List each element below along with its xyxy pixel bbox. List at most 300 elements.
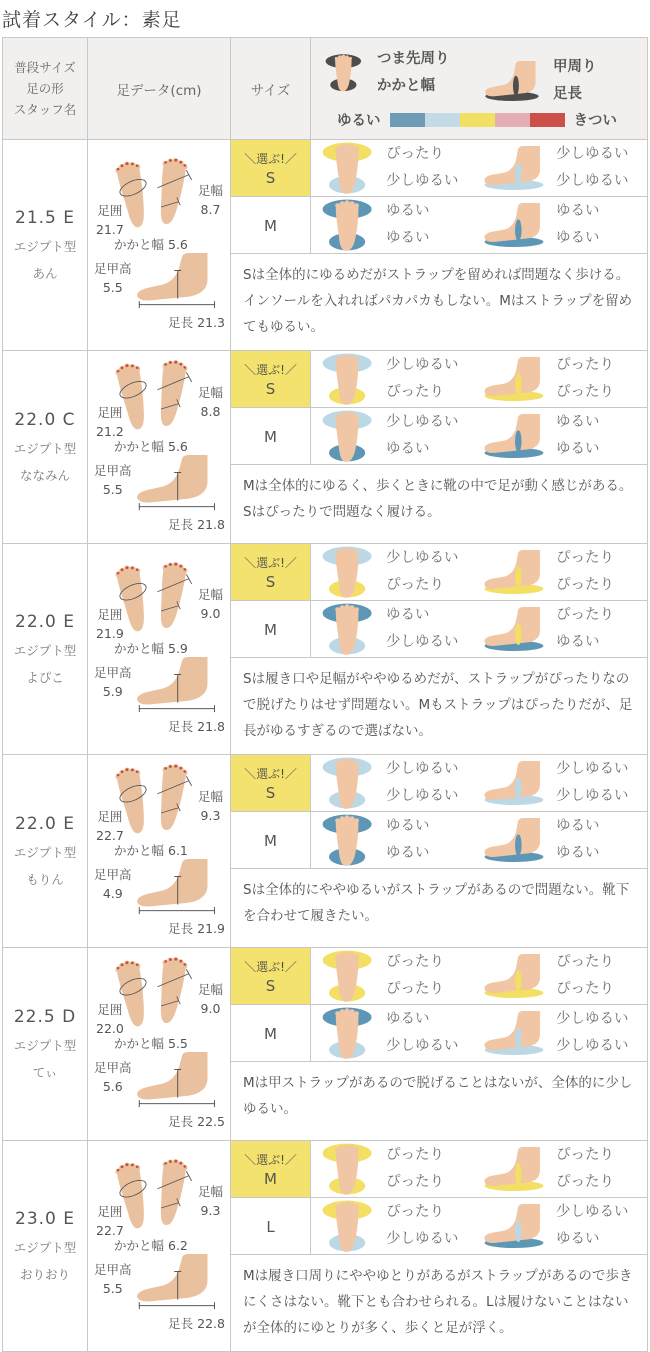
foot-length-label: 足長 — [168, 517, 194, 532]
staff-name: よぴこ — [26, 670, 64, 685]
foot-length-measure — [168, 1314, 225, 1333]
fit-detail-cell — [311, 408, 647, 464]
header-size-column: サイズ — [231, 38, 311, 139]
heel-fit-label: 少しゆるい — [386, 788, 459, 804]
staff-cell — [3, 1141, 88, 1351]
staff-name: てぃ — [32, 1065, 58, 1080]
toe-fit-label: ゆるい — [386, 203, 430, 219]
scale-tight-label: きつい — [573, 113, 617, 129]
foot-width-measure — [198, 980, 223, 1018]
foot-length-measure — [168, 313, 225, 332]
foot-width-measure — [198, 181, 223, 219]
size-option-row — [231, 948, 647, 1005]
fit-detail-cell — [311, 140, 647, 196]
table-row — [3, 140, 647, 351]
size-letter: M — [264, 832, 277, 850]
foot-data-cell — [88, 140, 231, 350]
length-fit-label: ゆるい — [556, 230, 600, 246]
heel-width-label: かかと幅 — [114, 1036, 165, 1051]
staff-usual-size: 22.0 E — [15, 814, 75, 834]
fit-comment: Sは履き口や足幅がややゆるめだが、ストラップがぴったりなので脱げたりはせず問題ない。Mもストラップはぴったりだが、足長がゆるすぎるので選ばない。 — [243, 671, 633, 739]
instep-height-label: 足甲高 — [94, 1262, 132, 1277]
size-letter: M — [264, 1169, 277, 1188]
foot-length-label: 足長 — [168, 921, 194, 936]
foot-top-fit-icon — [319, 603, 377, 656]
foot-side-photo — [126, 253, 226, 309]
toe-fit-label: ゆるい — [386, 1011, 430, 1027]
instep-height-measure — [94, 865, 132, 903]
foot-top-fit-icon — [319, 142, 377, 195]
foot-width-value: 9.0 — [200, 606, 221, 621]
fit-comment: Sは全体的にゆるめだがストラップを留めれば問題なく歩ける。インソールを入れればパカパカもしない。Mはストラップを留めてもゆるい。 — [243, 267, 633, 335]
length-fit-label: 少しゆるい — [556, 173, 629, 189]
foot-width-measure — [198, 383, 223, 421]
table-row — [3, 948, 647, 1141]
scale-segment — [425, 113, 460, 127]
instep-fit-label: ゆるい — [556, 818, 600, 834]
foot-side-fit-icon — [482, 549, 546, 595]
heel-fit-label: 少しゆるい — [386, 1038, 459, 1054]
table-header — [3, 38, 647, 140]
instep-height-label: 足甲高 — [94, 867, 132, 882]
heel-width-label: かかと幅 — [114, 843, 165, 858]
foot-length-measure — [168, 515, 225, 534]
staff-foot-shape: エジプト型 — [13, 1038, 77, 1053]
choose-badge: ＼選ぶ!／ — [244, 362, 297, 377]
fit-detail-cell — [311, 197, 647, 253]
foot-width-measure — [198, 585, 223, 623]
foot-width-measure — [198, 1182, 223, 1220]
length-fit-label: ゆるい — [556, 845, 600, 861]
heel-fit-label: ぴったり — [386, 384, 444, 400]
heel-fit-label: ゆるい — [386, 441, 430, 457]
staff-cell — [3, 544, 88, 754]
foot-girth-value: 22.0 — [96, 1021, 124, 1036]
size-letter: M — [264, 1025, 277, 1043]
instep-height-label: 足甲高 — [94, 1060, 132, 1075]
scale-segment — [460, 113, 495, 127]
foot-top-fit-icon — [319, 1200, 377, 1253]
fit-result-area — [231, 948, 647, 1140]
foot-girth-measure — [96, 403, 124, 441]
size-cell — [231, 197, 311, 253]
legend-heel-label: かかと幅 — [377, 78, 435, 94]
table-row — [3, 755, 647, 948]
size-cell — [231, 1005, 311, 1061]
instep-height-value: 5.5 — [102, 1281, 123, 1296]
heel-width-value: 5.5 — [168, 1036, 188, 1051]
foot-width-label: 足幅 — [197, 183, 223, 198]
size-option-row — [231, 1141, 647, 1198]
foot-data-cell — [88, 1141, 231, 1351]
foot-width-value: 8.8 — [200, 404, 221, 419]
feet-top-photo — [112, 151, 196, 235]
foot-side-fit-icon — [482, 145, 546, 191]
heel-fit-label: ぴったり — [386, 577, 444, 593]
fit-detail-cell — [311, 351, 647, 407]
size-letter: S — [265, 168, 276, 187]
foot-girth-measure — [96, 1000, 124, 1038]
foot-side-fit-icon — [482, 817, 546, 863]
page-title: 試着スタイル：素足 — [2, 9, 182, 31]
choose-badge: ＼選ぶ!／ — [244, 555, 297, 570]
heel-width-value: 5.9 — [168, 641, 188, 656]
toe-fit-label: ゆるい — [386, 607, 430, 623]
instep-height-value: 5.5 — [102, 280, 123, 295]
foot-width-measure — [198, 787, 223, 825]
foot-side-fit-icon — [482, 606, 546, 652]
fit-result-area — [231, 140, 647, 350]
legend-toe-label: つま先周り — [377, 51, 450, 67]
instep-fit-label: 少しゆるい — [556, 146, 629, 162]
foot-side-fit-icon — [482, 1010, 546, 1056]
header-staff-line: 足の形 — [26, 81, 64, 96]
fit-detail-cell — [311, 1198, 647, 1254]
staff-foot-shape: エジプト型 — [13, 1240, 77, 1255]
foot-length-measure — [168, 919, 225, 938]
foot-length-label: 足長 — [168, 1114, 194, 1129]
feet-top-photo — [112, 1152, 196, 1236]
instep-fit-label: ぴったり — [556, 1147, 614, 1163]
foot-girth-label: 足囲 — [97, 1204, 123, 1219]
choose-badge: ＼選ぶ!／ — [244, 1152, 297, 1167]
heel-width-measure — [114, 1236, 188, 1255]
instep-fit-label: ぴったり — [556, 607, 614, 623]
size-option-row — [231, 1005, 647, 1062]
legend-length-label: 足長 — [553, 86, 582, 102]
foot-side-photo — [126, 859, 226, 915]
size-letter: S — [265, 783, 276, 802]
feet-top-photo — [112, 353, 196, 437]
foot-length-measure — [168, 1112, 225, 1131]
fit-detail-cell — [311, 601, 647, 657]
foot-data-cell — [88, 948, 231, 1140]
size-cell — [231, 351, 311, 407]
foot-length-value: 22.5 — [197, 1114, 225, 1129]
length-fit-label: 少しゆるい — [556, 1038, 629, 1054]
fit-comment: Sは全体的にややゆるいがストラップがあるので問題ない。靴下を合わせて履きたい。 — [243, 882, 630, 924]
foot-side-fit-icon — [482, 1203, 546, 1249]
staff-cell — [3, 140, 88, 350]
heel-width-value: 6.2 — [168, 1238, 188, 1253]
foot-length-value: 21.8 — [197, 719, 225, 734]
foot-top-fit-icon — [319, 757, 377, 810]
instep-height-value: 5.9 — [102, 684, 123, 699]
staff-usual-size: 22.5 D — [13, 1007, 77, 1027]
heel-width-measure — [114, 437, 188, 456]
foot-length-value: 21.9 — [197, 921, 225, 936]
foot-top-fit-icon — [319, 950, 377, 1003]
size-option-row — [231, 812, 647, 869]
foot-data-cell — [88, 755, 231, 947]
toe-fit-label: 少しゆるい — [386, 550, 459, 566]
table-body — [3, 140, 647, 1351]
size-option-row — [231, 601, 647, 658]
foot-width-label: 足幅 — [197, 587, 223, 602]
foot-girth-value: 21.7 — [96, 222, 124, 237]
foot-girth-value: 22.7 — [96, 828, 124, 843]
instep-fit-label: ゆるい — [556, 203, 600, 219]
staff-name: ななみん — [19, 468, 70, 483]
length-fit-label: ぴったり — [556, 981, 614, 997]
header-staff-line: 普段サイズ — [14, 60, 76, 75]
feet-top-photo — [112, 950, 196, 1034]
foot-girth-value: 21.2 — [96, 424, 124, 439]
choose-badge: ＼選ぶ!／ — [244, 151, 297, 166]
choose-badge: ＼選ぶ!／ — [244, 959, 297, 974]
foot-top-fit-icon — [319, 1007, 377, 1060]
fit-detail-cell — [311, 948, 647, 1004]
heel-fit-label: 少しゆるい — [386, 1231, 459, 1247]
staff-usual-size: 22.0 E — [15, 612, 75, 632]
staff-cell — [3, 948, 88, 1140]
legend-side-view-group — [483, 54, 597, 108]
toe-fit-label: ぴったり — [386, 146, 444, 162]
size-letter: M — [264, 428, 277, 446]
fit-detail-cell — [311, 1141, 647, 1197]
size-letter: M — [264, 217, 277, 235]
instep-fit-label: ゆるい — [556, 414, 600, 430]
instep-fit-label: 少しゆるい — [556, 1011, 629, 1027]
header-staff-line: スタッフ名 — [13, 102, 77, 117]
heel-width-measure — [114, 639, 188, 658]
instep-height-label: 足甲高 — [94, 463, 132, 478]
foot-width-label: 足幅 — [197, 385, 223, 400]
legend-instep-label: 甲周り — [553, 59, 597, 75]
instep-fit-label: ぴったり — [556, 550, 614, 566]
legend-top-view-group — [323, 46, 450, 100]
size-cell — [231, 601, 311, 657]
foot-top-fit-icon — [319, 410, 377, 463]
foot-side-photo — [126, 1254, 226, 1310]
size-letter: S — [265, 572, 276, 591]
toe-fit-label: ぴったり — [386, 1147, 444, 1163]
toe-fit-label: ぴったり — [386, 1204, 444, 1220]
heel-width-label: かかと幅 — [114, 641, 165, 656]
scale-segment — [390, 113, 425, 127]
choose-badge: ＼選ぶ!／ — [244, 766, 297, 781]
fit-comment: Mは全体的にゆるく、歩くときに靴の中で足が動く感じがある。Sはぴったりで問題なく履ける。 — [243, 478, 633, 520]
instep-height-measure — [94, 259, 132, 297]
foot-side-photo — [126, 455, 226, 511]
instep-height-value: 5.6 — [102, 1079, 123, 1094]
foot-length-measure — [168, 717, 225, 736]
fit-detail-cell — [311, 1005, 647, 1061]
foot-width-label: 足幅 — [197, 1184, 223, 1199]
foot-girth-label: 足囲 — [97, 405, 123, 420]
foot-top-view-icon — [323, 47, 365, 99]
length-fit-label: ゆるい — [556, 441, 600, 457]
size-option-row — [231, 408, 647, 465]
size-cell — [231, 948, 311, 1004]
heel-width-measure — [114, 1034, 188, 1053]
foot-width-value: 9.0 — [200, 1001, 221, 1016]
toe-fit-label: ゆるい — [386, 818, 430, 834]
staff-foot-shape: エジプト型 — [13, 643, 77, 658]
foot-girth-measure — [96, 807, 124, 845]
foot-width-value: 9.3 — [200, 808, 221, 823]
heel-width-measure — [114, 841, 188, 860]
scale-segment — [495, 113, 530, 127]
fit-result-area — [231, 351, 647, 543]
size-letter: S — [265, 976, 276, 995]
foot-side-fit-icon — [482, 356, 546, 402]
foot-girth-measure — [96, 605, 124, 643]
fit-result-area — [231, 544, 647, 754]
table-row — [3, 351, 647, 544]
foot-data-cell — [88, 544, 231, 754]
staff-foot-shape: エジプト型 — [13, 441, 77, 456]
foot-length-value: 21.3 — [197, 315, 225, 330]
foot-girth-label: 足囲 — [97, 809, 123, 824]
foot-width-value: 9.3 — [200, 1203, 221, 1218]
size-cell — [231, 140, 311, 196]
staff-foot-shape: エジプト型 — [13, 239, 77, 254]
toe-fit-label: 少しゆるい — [386, 414, 459, 430]
heel-width-label: かかと幅 — [114, 237, 165, 252]
foot-girth-label: 足囲 — [97, 203, 123, 218]
staff-cell — [3, 351, 88, 543]
scale-loose-label: ゆるい — [337, 113, 381, 129]
size-letter: S — [265, 379, 276, 398]
length-fit-label: ゆるい — [556, 634, 600, 650]
table-row — [3, 1141, 647, 1351]
instep-fit-label: 少しゆるい — [556, 1204, 629, 1220]
staff-name: もりん — [26, 872, 64, 887]
staff-usual-size: 21.5 E — [15, 208, 75, 228]
instep-height-value: 5.5 — [102, 482, 123, 497]
size-cell — [231, 544, 311, 600]
foot-side-fit-icon — [482, 202, 546, 248]
size-option-row — [231, 197, 647, 254]
size-option-row — [231, 1198, 647, 1255]
instep-height-measure — [94, 663, 132, 701]
foot-length-label: 足長 — [168, 719, 194, 734]
size-cell — [231, 812, 311, 868]
size-letter: M — [264, 621, 277, 639]
staff-cell — [3, 755, 88, 947]
foot-top-fit-icon — [319, 546, 377, 599]
staff-name: あん — [32, 266, 58, 281]
foot-data-cell — [88, 351, 231, 543]
foot-side-fit-icon — [482, 760, 546, 806]
length-fit-label: ぴったり — [556, 384, 614, 400]
heel-width-label: かかと幅 — [114, 439, 165, 454]
foot-width-value: 8.7 — [200, 202, 221, 217]
staff-usual-size: 23.0 E — [15, 1209, 75, 1229]
heel-fit-label: ゆるい — [386, 845, 430, 861]
header-foot-data-column: 足データ(cm) — [88, 38, 231, 139]
size-cell — [231, 408, 311, 464]
instep-height-value: 4.9 — [102, 886, 123, 901]
foot-side-view-icon — [483, 60, 541, 102]
foot-top-fit-icon — [319, 199, 377, 252]
toe-fit-label: ぴったり — [386, 954, 444, 970]
header-staff-column — [3, 38, 88, 139]
fit-result-area — [231, 1141, 647, 1351]
length-fit-label: ぴったり — [556, 577, 614, 593]
foot-width-label: 足幅 — [197, 982, 223, 997]
foot-girth-label: 足囲 — [97, 607, 123, 622]
length-fit-label: ぴったり — [556, 1174, 614, 1190]
size-letter: L — [266, 1218, 275, 1236]
foot-side-photo — [126, 1052, 226, 1108]
fit-result-area — [231, 755, 647, 947]
size-cell — [231, 755, 311, 811]
heel-width-measure — [114, 235, 188, 254]
foot-top-fit-icon — [319, 1143, 377, 1196]
foot-length-label: 足長 — [168, 315, 194, 330]
toe-fit-label: 少しゆるい — [386, 357, 459, 373]
table-row — [3, 544, 647, 755]
foot-girth-value: 21.9 — [96, 626, 124, 641]
scale-segment — [530, 113, 565, 127]
instep-fit-label: 少しゆるい — [556, 761, 629, 777]
heel-width-value: 5.6 — [168, 237, 188, 252]
foot-side-photo — [126, 657, 226, 713]
fit-scale — [337, 109, 617, 130]
foot-side-fit-icon — [482, 953, 546, 999]
size-cell — [231, 1198, 311, 1254]
foot-girth-label: 足囲 — [97, 1002, 123, 1017]
staff-usual-size: 22.0 C — [14, 410, 76, 430]
heel-fit-label: ぴったり — [386, 981, 444, 997]
foot-length-value: 22.8 — [197, 1316, 225, 1331]
instep-height-label: 足甲高 — [94, 665, 132, 680]
heel-width-value: 5.6 — [168, 439, 188, 454]
fit-comment: Mは履き口周りにややゆとりがあるがストラップがあるので歩きにくさはない。靴下とも合わせられる。Lは履けないことはないが全体的にゆとりが多く、歩くと足が浮く。 — [243, 1268, 633, 1336]
size-option-row — [231, 544, 647, 601]
length-fit-label: 少しゆるい — [556, 788, 629, 804]
foot-side-fit-icon — [482, 413, 546, 459]
foot-side-fit-icon — [482, 1146, 546, 1192]
fitting-table — [2, 37, 648, 1352]
instep-fit-label: ぴったり — [556, 357, 614, 373]
heel-fit-label: 少しゆるい — [386, 634, 459, 650]
staff-name: おりおり — [19, 1267, 70, 1282]
instep-height-label: 足甲高 — [94, 261, 132, 276]
foot-girth-measure — [96, 201, 124, 239]
fit-detail-cell — [311, 812, 647, 868]
fit-legend — [311, 38, 647, 139]
heel-fit-label: ぴったり — [386, 1174, 444, 1190]
length-fit-label: ゆるい — [556, 1231, 600, 1247]
toe-fit-label: 少しゆるい — [386, 761, 459, 777]
foot-top-fit-icon — [319, 814, 377, 867]
size-option-row — [231, 140, 647, 197]
instep-fit-label: ぴったり — [556, 954, 614, 970]
size-option-row — [231, 755, 647, 812]
feet-top-photo — [112, 555, 196, 639]
instep-height-measure — [94, 461, 132, 499]
foot-width-label: 足幅 — [197, 789, 223, 804]
fit-scale-bar — [390, 113, 565, 127]
feet-top-photo — [112, 757, 196, 841]
instep-height-measure — [94, 1260, 132, 1298]
fit-comment: Mは甲ストラップがあるので脱げることはないが、全体的に少しゆるい。 — [243, 1075, 633, 1117]
heel-width-value: 6.1 — [168, 843, 188, 858]
size-option-row — [231, 351, 647, 408]
fit-detail-cell — [311, 544, 647, 600]
foot-girth-value: 22.7 — [96, 1223, 124, 1238]
heel-width-label: かかと幅 — [114, 1238, 165, 1253]
foot-girth-measure — [96, 1202, 124, 1240]
instep-height-measure — [94, 1058, 132, 1096]
staff-foot-shape: エジプト型 — [13, 845, 77, 860]
foot-length-value: 21.8 — [197, 517, 225, 532]
size-cell — [231, 1141, 311, 1197]
foot-length-label: 足長 — [168, 1316, 194, 1331]
